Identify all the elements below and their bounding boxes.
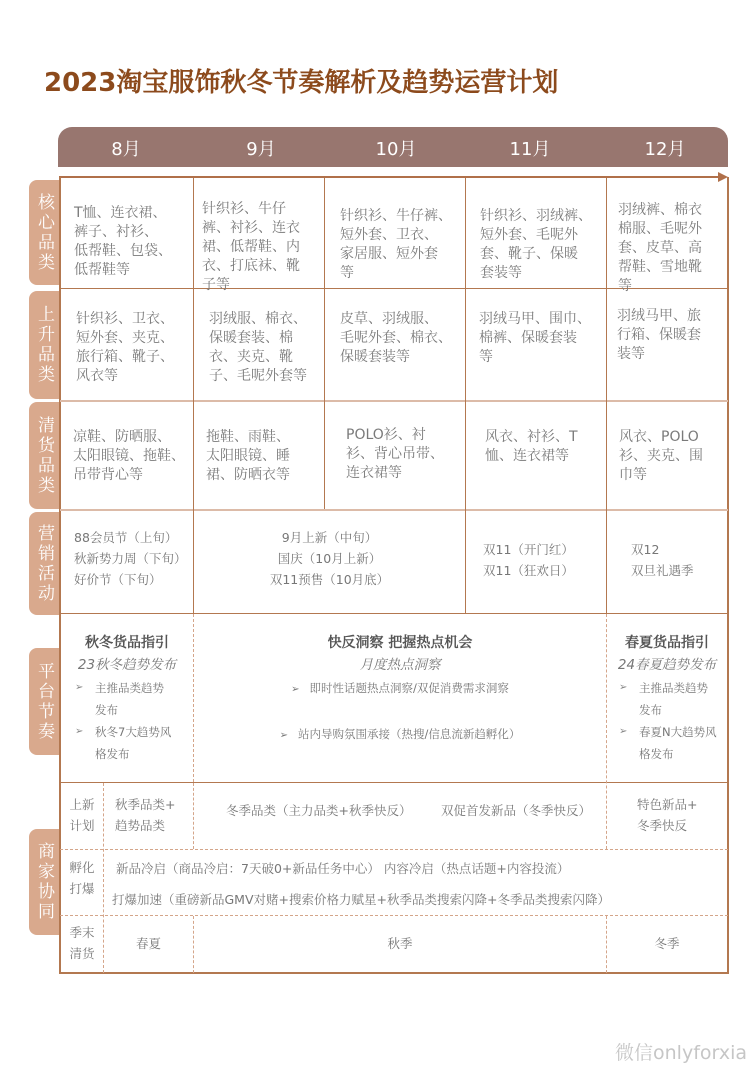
text-line: 棉服、毛呢外 (618, 221, 702, 237)
text-line: 裤、衬衫、连衣 (202, 220, 300, 236)
row-divider-dashed (60, 849, 728, 850)
row-label-rising-categories (29, 291, 59, 399)
event-line: 88会员节（上旬） (74, 530, 178, 545)
bullet-text: 主推品类趋势 (639, 681, 708, 695)
bullet-item (619, 721, 727, 765)
text-line: 套装等 (480, 265, 522, 281)
text-line: 衫、夹克、围 (619, 448, 703, 464)
text-line: 季末 (69, 925, 95, 940)
text-line: 羽绒服、棉衣、 (209, 311, 307, 327)
month-header-bar (58, 127, 728, 167)
text-line: 风衣等 (76, 368, 118, 384)
text-line: 保暖套装、棉 (209, 330, 293, 346)
text-line: 子等 (202, 277, 230, 293)
marketing-sep-oct (194, 527, 465, 590)
text-line: 等 (618, 278, 632, 294)
month-oct: 10月 (375, 139, 417, 160)
bullet-text: 发布 (639, 703, 662, 717)
text-line: 等 (479, 349, 493, 365)
clearance-nov (485, 428, 603, 466)
text-line: 帮鞋、雪地靴 (618, 259, 702, 275)
merchant-launch-plan-label (61, 794, 103, 836)
row-label-marketing (29, 512, 59, 615)
text-line: 套、靴子、保暖 (480, 246, 578, 262)
merchant-incubate-label (61, 857, 103, 899)
text-line: 羽绒马甲、旅 (617, 308, 701, 324)
row-label-core-categories (29, 180, 59, 285)
text-line: 羽绒裤、棉衣 (618, 202, 702, 218)
page-title: 2023淘宝服饰秋冬节奏解析及趋势运营计划 (44, 68, 559, 98)
event-line: 双11（狂欢日） (483, 563, 574, 578)
bullet-text: 主推品类趋势 (95, 681, 164, 695)
bullet-text: 站内导购氛围承接（热搜/信息流新趋孵化） (298, 727, 521, 741)
event-line: 秋新势力周（下旬） (74, 551, 187, 566)
text-line: 皮草、羽绒服、 (340, 311, 438, 327)
text-line: 特色新品+ (637, 797, 698, 812)
bullet-item (194, 723, 606, 747)
text-line: 孵化 (69, 860, 95, 875)
arrow-bullet-icon: ➢ (619, 682, 628, 693)
clearance-oct (346, 426, 464, 483)
bullet-text: 春夏N大趋势风 (639, 725, 717, 739)
col-divider (465, 178, 466, 613)
month-nov: 11月 (509, 139, 551, 160)
text-line: 毛呢外套、棉衣、 (340, 330, 452, 346)
rising-aug (76, 310, 194, 386)
arrow-bullet-icon: ➢ (619, 726, 628, 737)
text-line: 等 (340, 265, 354, 281)
platform-spring-summer-guide (607, 634, 727, 765)
text-line: 太阳眼镜、拖鞋、 (73, 448, 185, 464)
text-line: 连衣裙等 (346, 465, 402, 481)
text-line: 太阳眼镜、睡 (206, 448, 290, 464)
text-line: 风衣、衬衫、T (485, 429, 578, 445)
text-line: 保暖套装等 (340, 349, 410, 365)
text-line: 上新 (69, 797, 95, 812)
clearance-sep (206, 428, 324, 485)
row-label-merchant (29, 829, 59, 935)
row-label-clearance-categories (29, 402, 59, 509)
text-line: 风衣、POLO (619, 429, 699, 445)
marketing-dec (631, 539, 727, 581)
event-line: 双旦礼遇季 (631, 563, 694, 578)
bullet-text: 发布 (95, 703, 118, 717)
row-label-text: 营销活动 (34, 523, 54, 604)
text-line: 趋势品类 (115, 818, 166, 833)
text-line: 衣、夹克、靴 (209, 349, 293, 365)
text-line: 清货 (69, 946, 95, 961)
text-line: 针织衫、羽绒裤、 (480, 208, 592, 224)
rising-nov (479, 310, 603, 367)
row-divider-dashed (60, 915, 728, 916)
text-line: 巾等 (619, 467, 647, 483)
event-line: 双11预售（10月底） (269, 572, 390, 587)
merchant-incubate-line2: 打爆加速（重磅新品GMV对赌+搜索价格力赋星+秋季品类搜索闪降+冬季品类搜索闪降） (112, 892, 610, 907)
merchant-incubate-line1: 新品冷启（商品冷启：7天破0+新品任务中心） 内容冷启（热点话题+内容投流） (116, 861, 570, 876)
text-line: POLO衫、衬 (346, 427, 426, 443)
bullet-text: 格发布 (639, 747, 674, 761)
rising-sep (209, 310, 323, 386)
text-line: 短外套、毛呢外 (480, 227, 578, 243)
watermark: 微信onlyforxia (615, 1042, 747, 1064)
row-divider (60, 509, 728, 511)
event-line: 好价节（下旬） (74, 572, 162, 587)
bullet-item (619, 677, 727, 721)
text-line: 裙、防晒衣等 (206, 467, 290, 483)
text-line: 打爆 (69, 881, 95, 896)
text-line: 针织衫、牛仔裤、 (340, 208, 452, 224)
text-line: 裤子、衬衫、 (74, 224, 158, 240)
text-line: 恤、连衣裙等 (485, 448, 569, 464)
merchant-launch-aug (115, 794, 193, 836)
marketing-nov (483, 539, 603, 581)
text-line: 秋季品类+ (115, 797, 176, 812)
core-oct (340, 207, 464, 283)
merchant-launch-double-promo: 双促首发新品（冬季快反） (441, 803, 592, 818)
core-nov (480, 207, 604, 283)
section-heading: 快反洞察 把握热点机会 (327, 635, 473, 651)
month-sep: 9月 (246, 139, 276, 160)
text-line: 套、皮草、高 (618, 240, 702, 256)
platform-hotspot-insight (194, 634, 606, 747)
section-subheading: 月度热点洞察 (359, 657, 441, 673)
event-line: 双12 (631, 542, 660, 557)
text-line: 衫、背心吊带、 (346, 446, 444, 462)
row-label-text: 上升品类 (34, 305, 54, 385)
marketing-aug (74, 527, 194, 590)
text-line: 羽绒马甲、围巾、 (479, 311, 591, 327)
text-line: 凉鞋、防晒服、 (73, 429, 171, 445)
event-line: 国庆（10月上新） (277, 551, 382, 566)
row-divider (60, 613, 728, 614)
arrow-bullet-icon: ➢ (279, 730, 288, 741)
text-line: 针织衫、卫衣、 (76, 311, 174, 327)
text-line: 吊带背心等 (73, 467, 143, 483)
text-line: 裙、低帮鞋、内 (202, 239, 300, 255)
text-line: 衣、打底袜、靴 (202, 258, 300, 274)
arrow-bullet-icon: ➢ (75, 682, 84, 693)
text-line: 计划 (69, 818, 95, 833)
arrow-bullet-icon: ➢ (291, 684, 300, 695)
col-divider (606, 178, 607, 613)
core-dec (618, 201, 728, 296)
clearance-dec (619, 428, 727, 485)
event-line: 双11（开门红） (483, 542, 574, 557)
section-subheading: 24春夏趋势发布 (617, 657, 717, 673)
text-line: 子、毛呢外套等 (209, 368, 307, 384)
bullet-text: 秋冬7大趋势风 (95, 725, 172, 739)
text-line: 旅行箱、靴子、 (76, 349, 174, 365)
merchant-season-end-mid: 秋季 (387, 936, 413, 951)
bullet-item (75, 677, 193, 721)
month-aug: 8月 (111, 139, 141, 160)
text-line: 低帮鞋、包袋、 (74, 243, 172, 259)
row-label-platform (29, 648, 59, 755)
text-line: 冬季快反 (637, 818, 688, 833)
text-line: 短外套、夹克、 (76, 330, 174, 346)
col-divider-dashed (193, 783, 194, 849)
text-line: 行箱、保暖套 (617, 327, 701, 343)
text-line: T恤、连衣裙、 (74, 205, 167, 221)
text-line: 短外套、卫衣、 (340, 227, 438, 243)
bullet-text: 格发布 (95, 747, 130, 761)
bullet-item (194, 677, 606, 701)
merchant-season-end-dec: 冬季 (654, 936, 680, 951)
row-divider (60, 782, 728, 783)
row-divider (60, 400, 728, 402)
merchant-launch-winter: 冬季品类（主力品类+秋季快反） (226, 803, 412, 818)
arrow-bullet-icon: ➢ (75, 726, 84, 737)
text-line: 拖鞋、雨鞋、 (206, 429, 290, 445)
bullet-item (75, 721, 193, 765)
clearance-aug (73, 428, 193, 485)
core-aug (74, 204, 192, 280)
text-line: 棉裤、保暖套装 (479, 330, 577, 346)
row-label-text: 平台节奏 (34, 661, 54, 742)
merchant-season-end-label (61, 922, 103, 964)
text-line: 装等 (617, 346, 645, 362)
row-label-text: 核心品类 (34, 192, 54, 273)
text-line: 家居服、短外套 (340, 246, 438, 262)
section-heading: 秋冬货品指引 (85, 635, 169, 651)
text-line: 低帮鞋等 (74, 262, 130, 278)
rising-dec (617, 307, 727, 364)
merchant-launch-dec (637, 794, 727, 836)
row-label-text: 商家协同 (34, 842, 54, 922)
rising-oct (340, 310, 464, 367)
text-line: 针织衫、牛仔 (202, 201, 286, 217)
month-dec: 12月 (644, 139, 686, 160)
section-heading: 春夏货品指引 (625, 635, 709, 651)
core-sep (202, 200, 322, 295)
merchant-season-end-aug: 春夏 (135, 936, 161, 951)
section-subheading: 23秋冬趋势发布 (77, 657, 177, 673)
event-line: 9月上新（中旬） (281, 530, 378, 545)
row-label-text: 清货品类 (34, 415, 54, 496)
platform-autumn-winter-guide (61, 634, 193, 765)
col-divider (324, 178, 325, 509)
bullet-text: 即时性话题热点洞察/双促消费需求洞察 (309, 681, 509, 695)
